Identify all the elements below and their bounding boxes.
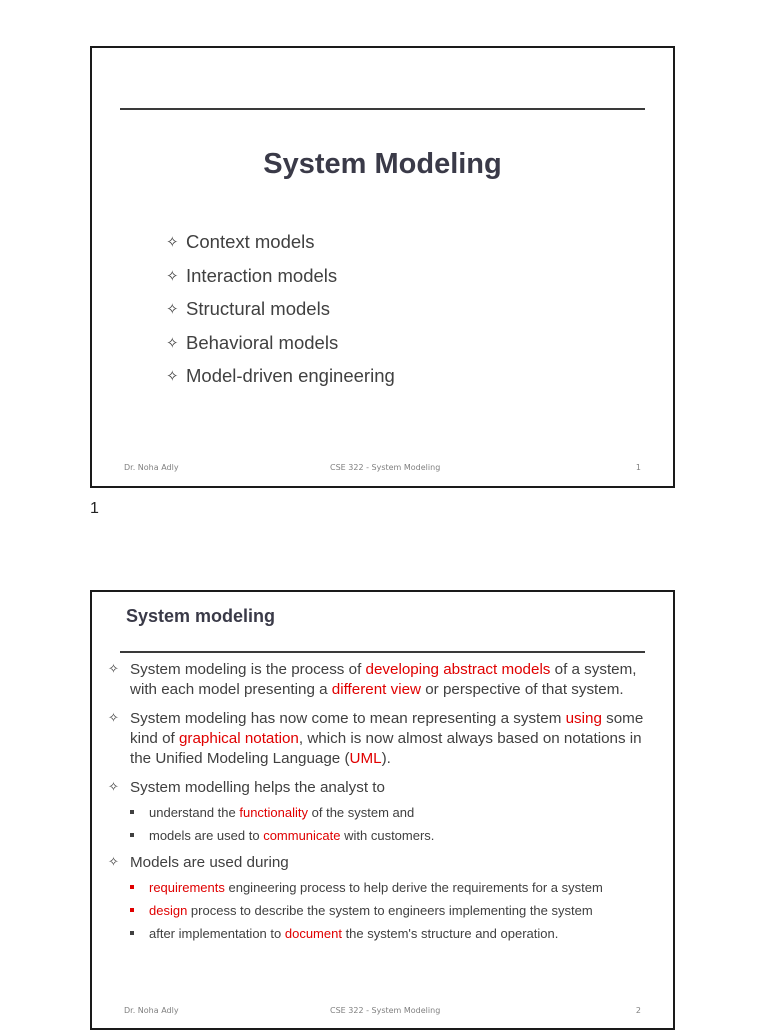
star-bullet-icon: ✧ — [166, 300, 179, 318]
bullet-item: ✧ System modelling helps the analyst to — [108, 779, 385, 796]
star-bullet-icon: ✧ — [108, 780, 119, 795]
outline-list — [166, 231, 395, 399]
star-bullet-icon: ✧ — [108, 855, 119, 870]
list-item: ✧ Interaction models — [166, 264, 338, 286]
list-item: ✧ Structural models — [166, 298, 330, 319]
bullet-item: ✧ System modeling has now come to mean representing a system using some kind of graphical notation, which is now almost always based on notations in the Unified Modeling Language (UML). — [108, 710, 644, 767]
sub-bullet-item: after implementation to document the system's structure and operation. — [130, 925, 659, 942]
star-bullet-icon: ✧ — [108, 662, 119, 677]
square-bullet-icon — [130, 810, 134, 814]
footer-page: 1 — [635, 463, 641, 472]
footer-course: CSE 322 - System Modeling — [330, 1006, 441, 1015]
bullet-item: ✧ System modeling is the process of developing abstract models of a system, with each model presenting a different view or perspective of that system. — [108, 661, 637, 698]
list-item: ✧ Model-driven engineering — [166, 365, 395, 386]
list-item: ✧ Behavioral models — [166, 331, 339, 353]
slide-body — [108, 660, 659, 948]
sub-bullet-item: requirements engineering process to help derive the requirements for a system — [130, 879, 659, 896]
star-bullet-icon: ✧ — [108, 711, 119, 726]
square-bullet-icon — [130, 833, 134, 837]
square-bullet-icon — [130, 931, 134, 935]
slide-title: System modeling — [126, 606, 276, 626]
sub-bullet-item: design process to describe the system to engineers implementing the system — [130, 902, 659, 919]
footer-page: 2 — [635, 1006, 641, 1015]
star-bullet-icon: ✧ — [166, 367, 179, 385]
sub-bullet-item: understand the functionality of the system and — [130, 804, 659, 821]
slide-1 — [90, 46, 675, 488]
star-bullet-icon: ✧ — [166, 233, 179, 251]
page-number: 1 — [90, 500, 99, 517]
star-bullet-icon: ✧ — [166, 266, 179, 285]
slide-2 — [90, 590, 675, 1030]
slide-title: System Modeling — [263, 148, 502, 180]
square-bullet-icon — [130, 885, 134, 889]
footer-author: Dr. Noha Adly — [124, 1006, 179, 1015]
footer-author: Dr. Noha Adly — [124, 463, 179, 472]
square-bullet-icon — [130, 908, 134, 912]
footer-course: CSE 322 - System Modeling — [330, 463, 441, 472]
list-item: ✧ Context models — [166, 231, 315, 252]
title-rule — [120, 651, 645, 653]
title-rule — [120, 108, 645, 110]
bullet-item: ✧ Models are used during — [108, 854, 289, 871]
sub-bullet-item: models are used to communicate with customers. — [130, 827, 659, 844]
star-bullet-icon: ✧ — [166, 333, 179, 352]
